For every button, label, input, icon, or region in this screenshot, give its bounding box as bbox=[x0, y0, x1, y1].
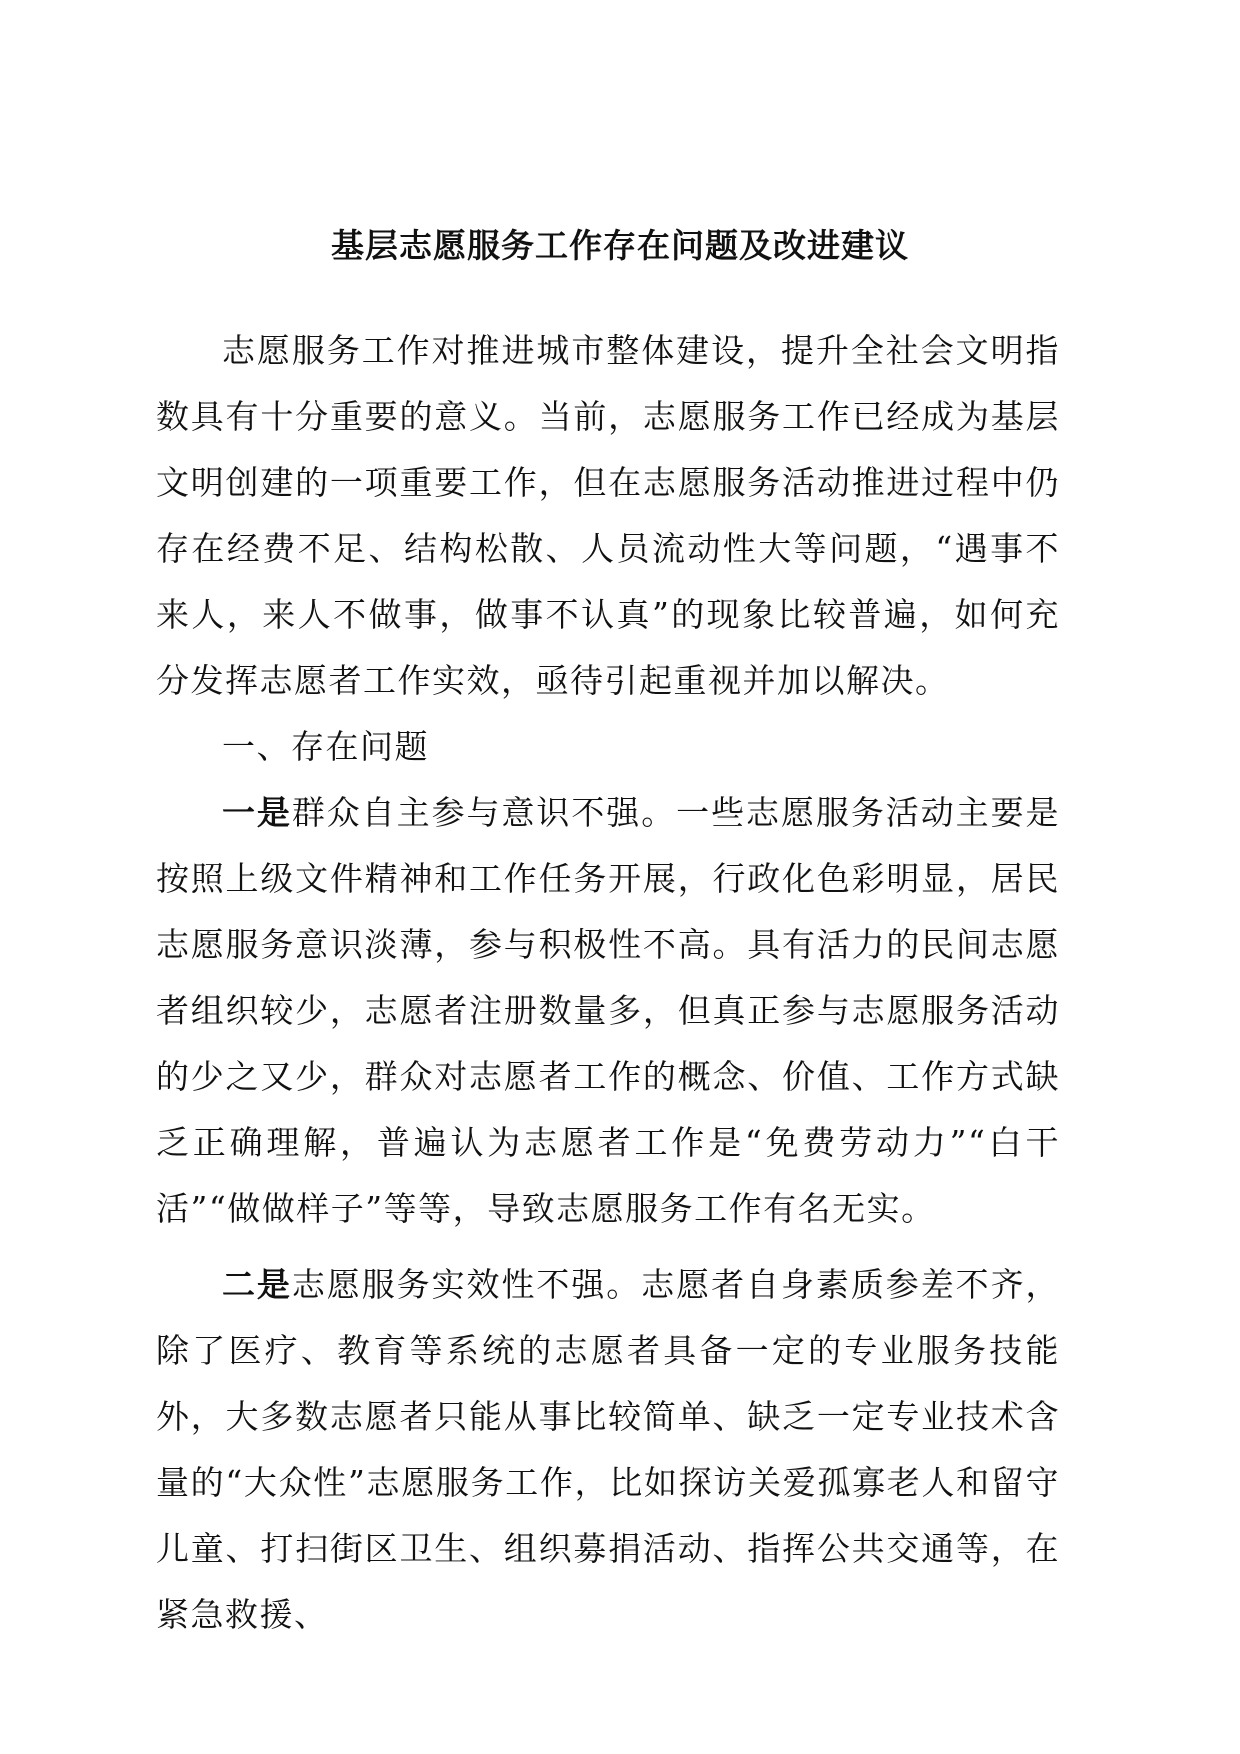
document-body bbox=[156, 318, 1060, 1648]
point-2-text: 志愿服务实效性不强。志愿者自身素质参差不齐，除了医疗、教育等系统的志愿者具备一定的专业服务技能外，大多数志愿者只能从事比较简单、缺乏一定专业技术含量的“大众性”志愿服务工作，比如探访关爱孤寡老人和留守儿童、打扫街区卫生、组织募捐活动、指挥公共交通等，在紧急救援、 bbox=[156, 1265, 1061, 1634]
point-2-lead: 二是 bbox=[222, 1265, 292, 1304]
point-1-paragraph bbox=[156, 780, 1060, 1242]
intro-paragraph: 志愿服务工作对推进城市整体建设，提升全社会文明指数具有十分重要的意义。当前，志愿服务工作已经成为基层文明创建的一项重要工作，但在志愿服务活动推进过程中仍存在经费不足、结构松散、人员流动性大等问题，“遇事不来人，来人不做事，做事不认真”的现象比较普遍，如何充分发挥志愿者工作实效，亟待引起重视并加以解决。 bbox=[156, 331, 1060, 700]
point-1-lead: 一是 bbox=[222, 793, 292, 832]
point-2-paragraph bbox=[156, 1252, 1060, 1648]
paragraph-gap bbox=[156, 1242, 1060, 1252]
document-title: 基层志愿服务工作存在问题及改进建议 bbox=[331, 226, 909, 265]
point-1-text: 群众自主参与意识不强。一些志愿服务活动主要是按照上级文件精神和工作任务开展，行政化色彩明显，居民志愿服务意识淡薄，参与积极性不高。具有活力的民间志愿者组织较少，志愿者注册数量多，但真正参与志愿服务活动的少之又少，群众对志愿者工作的概念、价值、工作方式缺乏正确理解，普遍认为志愿者工作是“免费劳动力”“白干活”“做做样子”等等，导致志愿服务工作有名无实。 bbox=[156, 793, 1061, 1228]
section-heading: 一、存在问题 bbox=[222, 727, 429, 766]
